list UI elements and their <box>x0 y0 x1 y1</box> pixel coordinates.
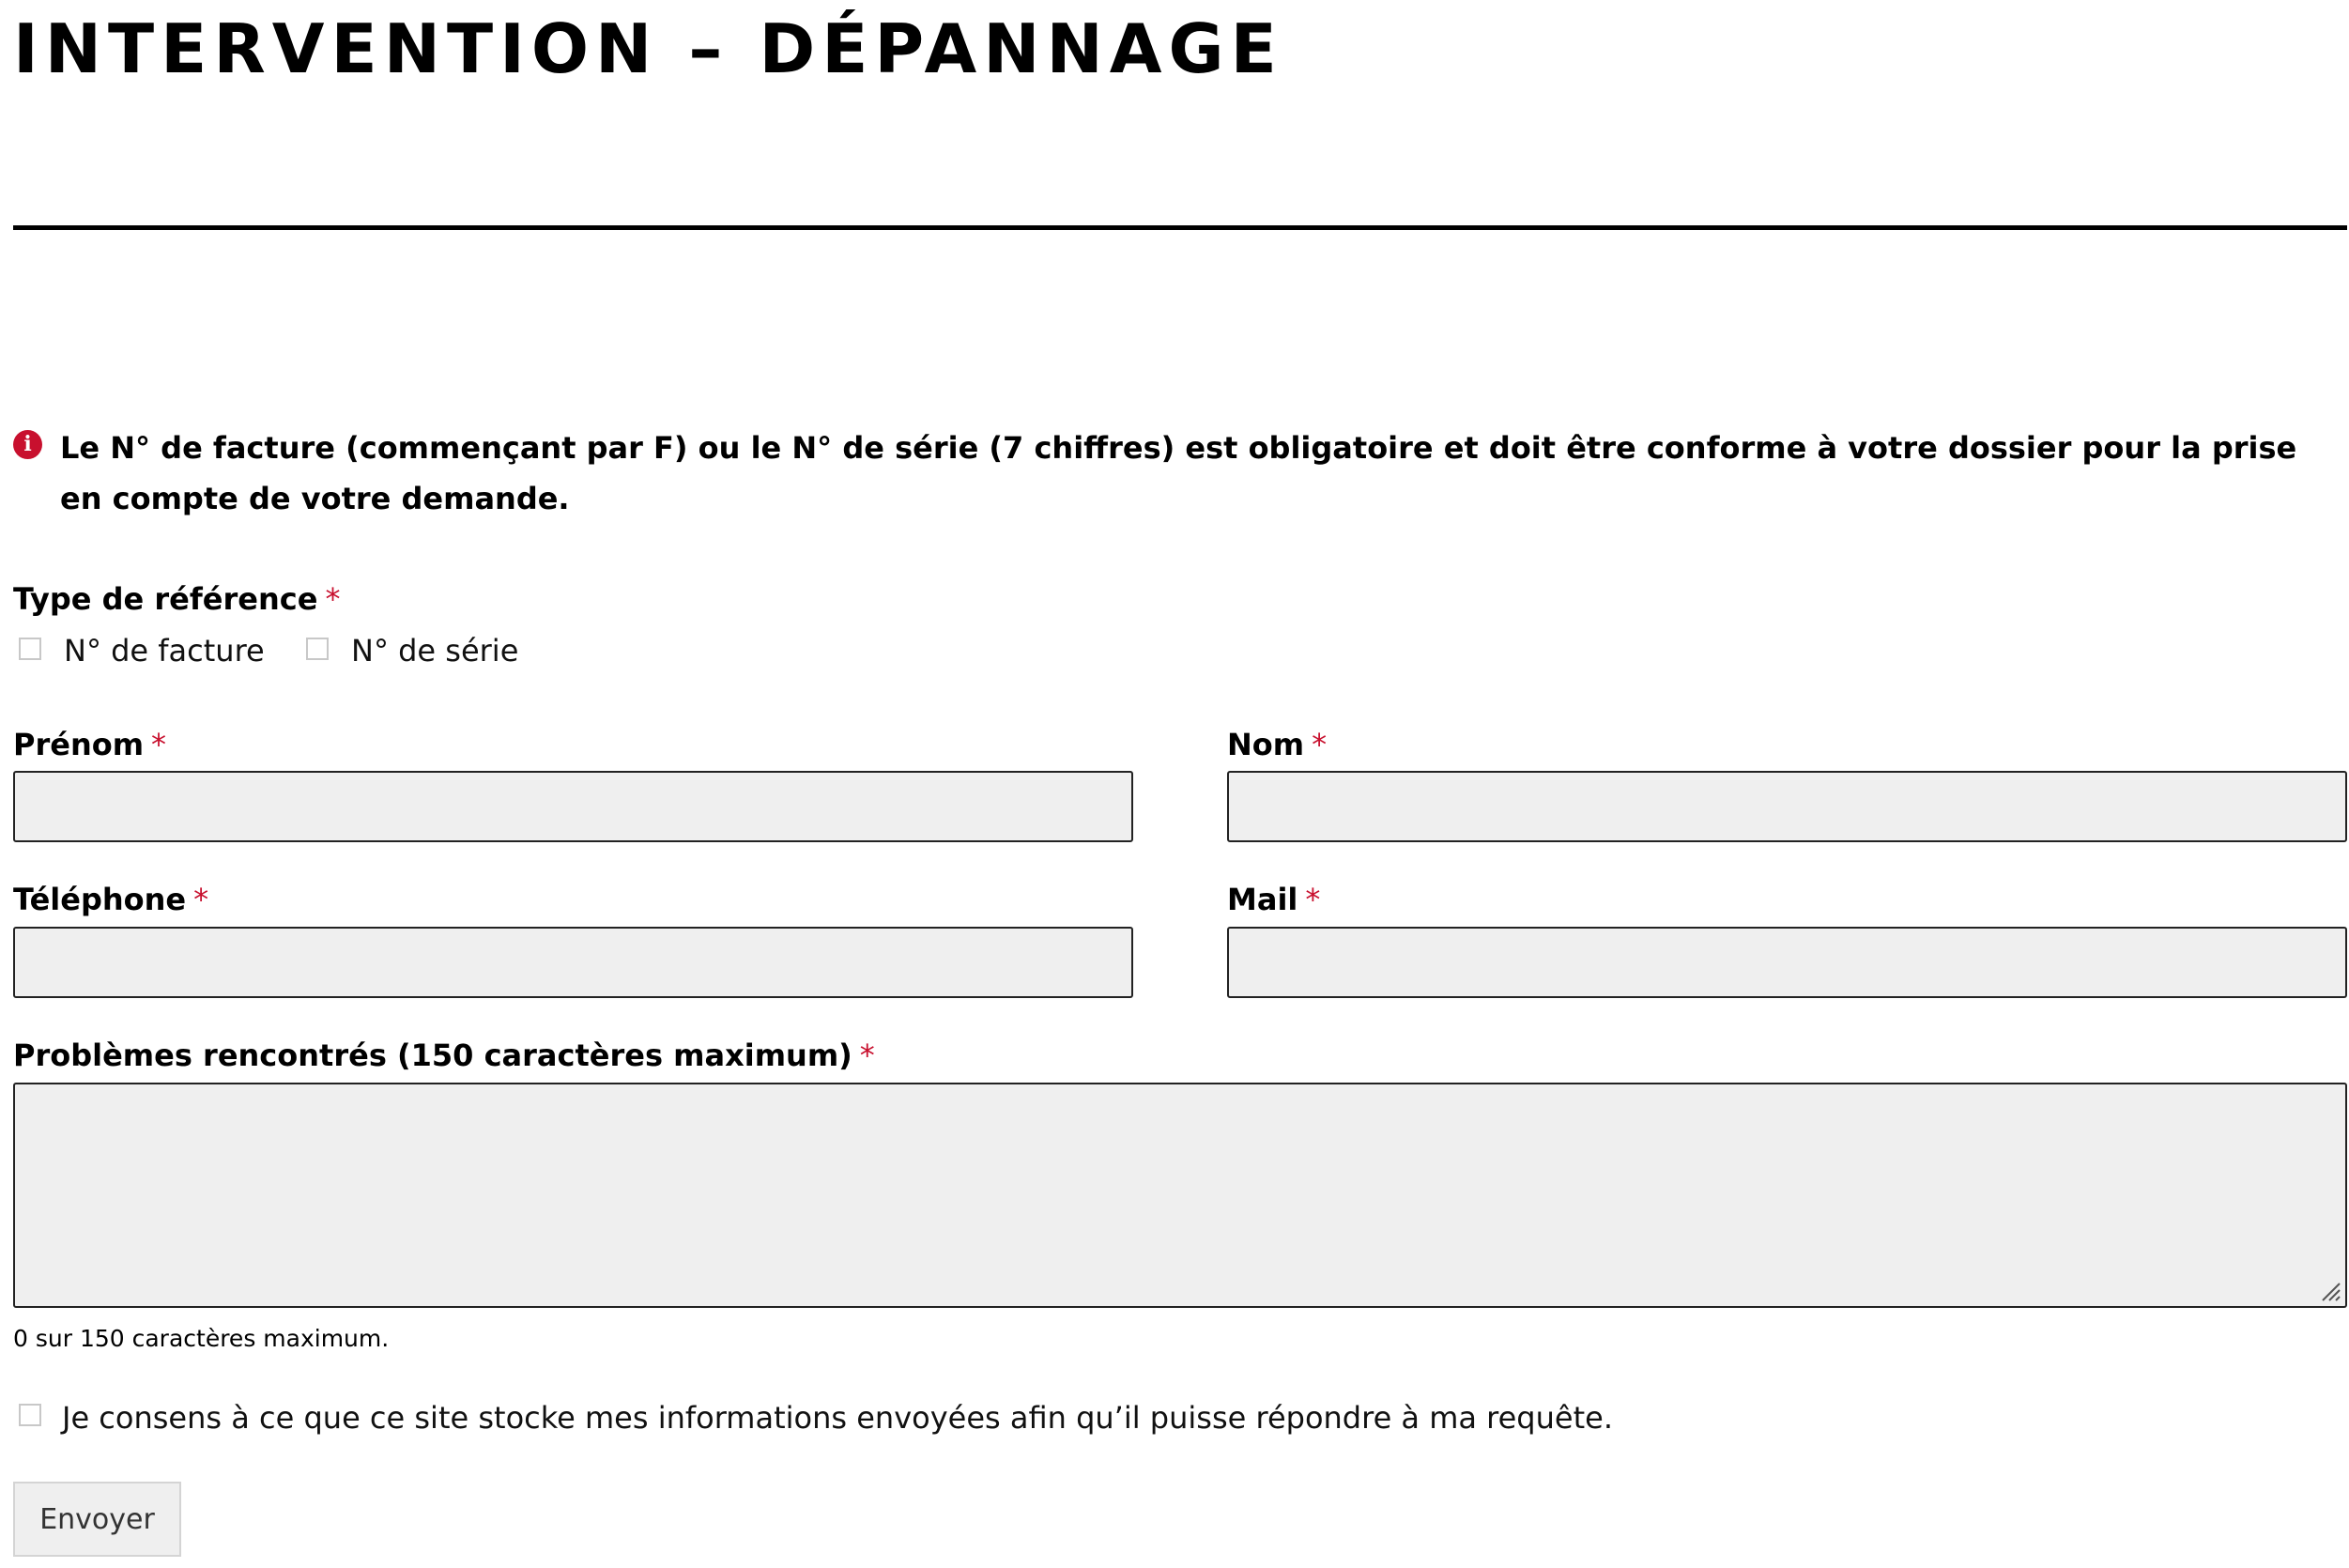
resize-grip-icon[interactable] <box>2319 1280 2341 1302</box>
problems-label-text: Problèmes rencontrés (150 caractères maximum) <box>13 1038 852 1073</box>
required-marker: * <box>325 581 341 617</box>
email-input[interactable] <box>1227 927 2347 998</box>
reference-type-label <box>13 580 340 618</box>
submit-button[interactable]: Envoyer <box>13 1482 181 1557</box>
last-name-label-text: Nom <box>1227 727 1305 762</box>
required-marker: * <box>1305 882 1321 917</box>
first-name-label-text: Prénom <box>13 727 145 762</box>
serial-number-option-label[interactable]: N° de série <box>351 633 519 669</box>
email-label <box>1227 881 1320 918</box>
required-marker: * <box>859 1038 875 1073</box>
email-label-text: Mail <box>1227 882 1298 917</box>
serial-number-checkbox[interactable] <box>306 638 329 660</box>
invoice-number-checkbox[interactable] <box>19 638 41 660</box>
phone-label-text: Téléphone <box>13 882 187 917</box>
required-marker: * <box>193 882 209 917</box>
last-name-label <box>1227 726 1327 763</box>
problems-textarea[interactable] <box>13 1083 2347 1308</box>
last-name-input[interactable] <box>1227 771 2347 842</box>
first-name-input[interactable] <box>13 771 1133 842</box>
first-name-label <box>13 726 166 763</box>
character-counter: 0 sur 150 caractères maximum. <box>13 1325 390 1352</box>
reference-type-label-text: Type de référence <box>13 581 318 617</box>
required-marker: * <box>151 727 167 762</box>
invoice-number-option-label[interactable]: N° de facture <box>64 633 265 669</box>
info-icon: i <box>13 430 42 459</box>
consent-label[interactable]: Je consens à ce que ce site stocke mes informations envoyées afin qu’il puisse répondre à ma requête. <box>62 1400 1613 1436</box>
phone-input[interactable] <box>13 927 1133 998</box>
required-marker: * <box>1312 727 1328 762</box>
phone-label <box>13 881 208 918</box>
notice-text: Le N° de facture (commençant par F) ou le N° de série (7 chiffres) est obligatoire et doit être conforme à votre dossier pour la prise en compte de votre demande. <box>60 430 2297 516</box>
title-divider <box>13 225 2347 230</box>
problems-label <box>13 1037 875 1074</box>
consent-checkbox[interactable] <box>19 1404 41 1426</box>
page-title: INTERVENTION – DÉPANNAGE <box>13 9 1283 88</box>
